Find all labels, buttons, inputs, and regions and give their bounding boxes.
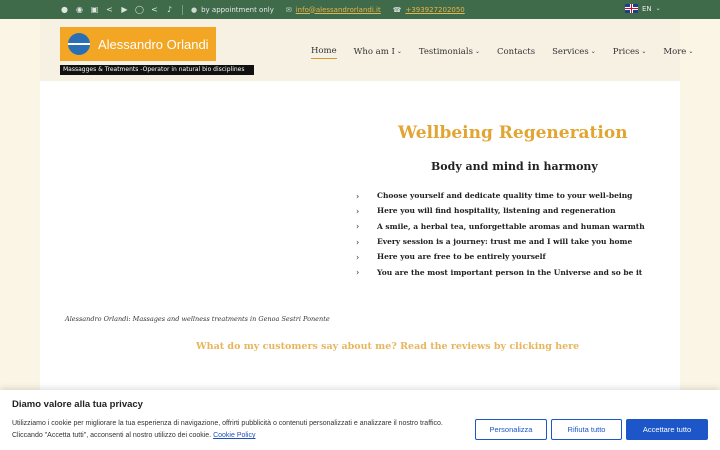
page-title: Wellbeing Regeneration [398,123,628,143]
chevron-down-icon: ⌄ [641,48,647,55]
chevron-right-icon: › [356,251,360,262]
nav-item-services[interactable] [552,44,596,59]
nav-label: Contacts [496,46,536,57]
image-caption: Alessandro Orlandi: Massages and wellness treatments in Genoa Sestri Ponente [65,315,330,323]
list-item [356,234,645,249]
nav-label: Testimonials [418,46,473,57]
nav-label: Who am I [353,46,395,57]
list-item-text: You are the most important person in the Universe and so be it [377,267,643,277]
nav-label: Services [552,46,589,57]
language-label: EN [642,4,652,13]
share-icon[interactable]: < [151,4,158,14]
list-item [356,219,645,234]
hours-text: by appointment only [201,5,274,14]
email-contact[interactable] [286,6,381,14]
divider [182,5,183,15]
list-item-text: Every session is a journey: trust me and I will take you home [377,237,633,247]
cookie-policy-link[interactable]: Cookie Policy [213,432,256,439]
list-item-text: A smile, a herbal tea, unforgettable aromas and human warmth [377,221,645,231]
nav-label: Prices [612,46,640,57]
list-item-text: Here you are free to be entirely yourself [377,252,546,262]
social-links [60,5,174,14]
nav-item-prices[interactable] [613,44,647,59]
chevron-down-icon: ⌄ [396,48,402,55]
youtube-icon[interactable]: ▶ [121,4,128,14]
chevron-right-icon: › [356,205,360,216]
nav-item-who-am-i[interactable] [354,44,402,59]
site-logo[interactable] [60,27,216,61]
cookie-title: Diamo valore alla tua privacy [12,399,143,410]
list-item [356,264,645,279]
cookie-description [12,418,462,442]
site-tagline: Massagges & Treatments -Operator in natural bio disciplines [60,65,254,75]
list-item-text: Here you will find hospitality, listening and regeneration [377,206,616,216]
reviews-link[interactable]: What do my customers say about me? Read the reviews by clicking here [196,341,580,352]
info-icon: ● [191,5,198,14]
whatsapp-icon[interactable]: ◯ [135,4,144,14]
opening-hours [191,6,274,14]
reject-all-button[interactable]: Rifiuta tutto [551,419,622,440]
share-icon[interactable]: < [106,4,113,14]
nav-item-more[interactable] [663,44,693,59]
nav-label: Home [311,46,337,56]
chevron-right-icon: › [356,267,360,278]
list-item [356,249,645,264]
language-switcher[interactable] [625,4,661,13]
benefits-list [356,188,645,280]
instagram-icon[interactable]: ◉ [76,4,83,14]
nav-item-testimonials[interactable] [419,44,480,59]
cookie-banner [0,390,720,450]
logo-text: Alessandro Orlandi [98,36,209,52]
mail-icon: ✉ [285,5,292,14]
list-item [356,203,645,218]
phone-link[interactable]: +393927202050 [405,5,465,14]
chevron-down-icon: ⌄ [590,48,596,55]
email-link[interactable]: info@alessandrorlandi.it [295,5,381,14]
tiktok-icon[interactable]: ♪ [166,4,173,14]
main-nav [311,44,710,59]
chevron-down-icon: ⌄ [474,48,480,55]
phone-contact[interactable] [393,6,465,14]
customize-button[interactable]: Personalizza [475,419,547,440]
site-header [40,19,694,81]
phone-icon: ☎ [392,5,402,14]
top-bar [0,0,720,19]
uk-flag-icon [625,4,638,13]
list-item [356,188,645,203]
chevron-right-icon: › [356,236,360,247]
nav-item-home[interactable] [311,46,337,59]
logo-mark-icon [68,33,90,55]
page-subtitle: Body and mind in harmony [431,160,598,173]
cookie-text: Utilizziamo i cookie per migliorare la tua esperienza di navigazione, offrirti pubblicità o contenuti personalizzati e analizzare il nostro traffico. Cliccando "Accetta tutti", acconsenti al nostro utilizzo dei cookie. [12,420,443,439]
facebook-icon[interactable]: ● [61,4,68,14]
chevron-down-icon: ⌄ [655,5,661,12]
list-item-text: Choose yourself and dedicate quality time to your well-being [377,191,633,201]
chevron-right-icon: › [356,221,360,232]
accept-all-button[interactable]: Accettare tutto [626,419,708,440]
nav-item-contacts[interactable] [497,44,535,59]
chevron-right-icon: › [356,190,360,201]
chevron-down-icon: ⌄ [688,48,694,55]
linkedin-icon[interactable]: ▣ [90,4,99,14]
nav-label: More [663,46,687,57]
